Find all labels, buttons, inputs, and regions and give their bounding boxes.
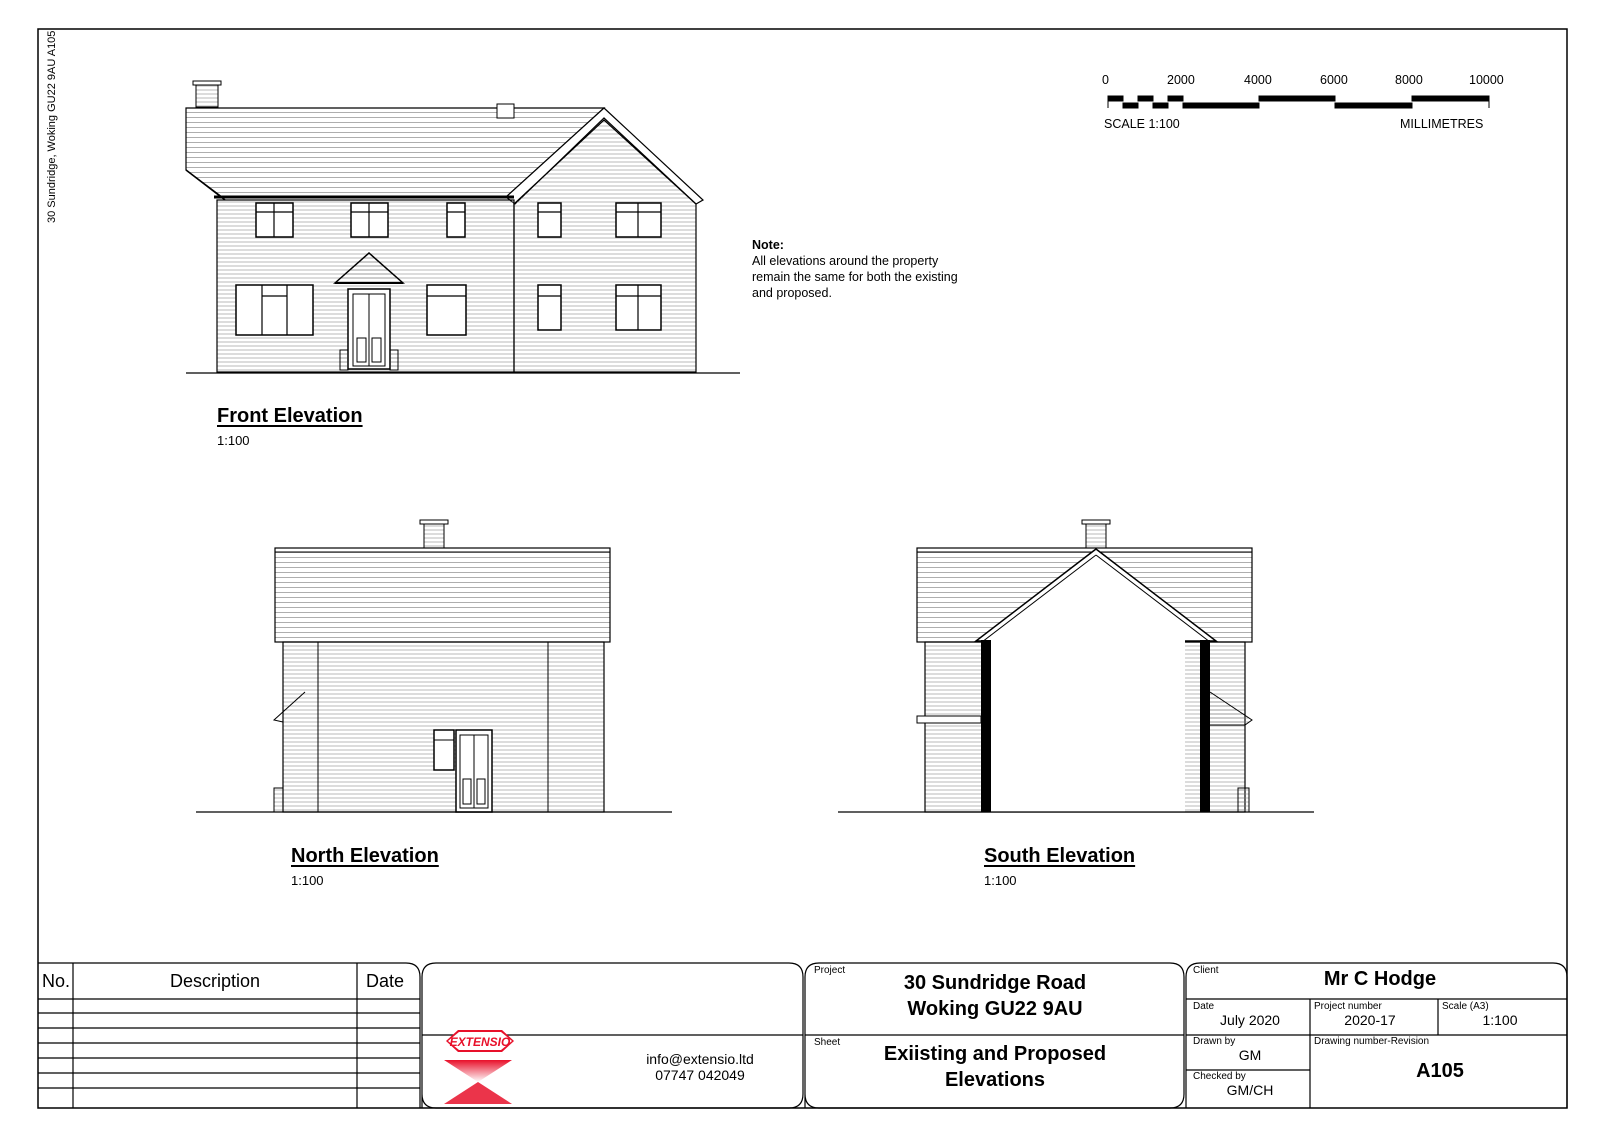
north-elevation-title: North Elevation [291, 845, 439, 867]
scale-tick-10000: 10000 [1469, 73, 1504, 87]
client-name: Mr C Hodge [1323, 968, 1437, 990]
project-line1: 30 Sundridge Road [903, 972, 1087, 994]
scale-a3-value: 1:100 [1482, 1012, 1518, 1028]
drawn-by-value: GM [1238, 1047, 1262, 1063]
project-line2: Woking GU22 9AU [907, 998, 1083, 1020]
note-block [752, 237, 962, 301]
project-number-label: Project number [1314, 1001, 1382, 1012]
scale-a3-label: Scale (A3) [1442, 1001, 1489, 1012]
sheet-label: Sheet [814, 1037, 841, 1048]
front-elevation-drawing [186, 81, 740, 373]
front-elevation-title: Front Elevation [217, 405, 363, 427]
south-elevation-title: South Elevation [984, 845, 1136, 867]
checked-by-value: GM/CH [1226, 1082, 1274, 1098]
sheet-line1: Exiisting and Proposed [883, 1043, 1107, 1065]
scale-tick-8000: 8000 [1395, 73, 1423, 87]
drawing-number-value: A105 [1416, 1060, 1464, 1082]
side-reference-text: 30 Sundridge, Woking GU22 9AU A105 [46, 30, 58, 223]
client-label: Client [1193, 965, 1219, 976]
project-label: Project [814, 965, 846, 976]
scale-bar-graphic [1108, 96, 1489, 108]
south-elevation-drawing [838, 520, 1314, 812]
drawn-by-label: Drawn by [1193, 1036, 1236, 1047]
revision-no-header: No. [42, 971, 71, 991]
project-number-value: 2020-17 [1344, 1012, 1396, 1028]
revision-date-header: Date [366, 971, 405, 991]
scale-label: SCALE 1:100 [1104, 117, 1180, 131]
checked-by-label: Checked by [1193, 1071, 1246, 1082]
units-label: MILLIMETRES [1400, 117, 1484, 131]
company-email: info@extensio.ltd [646, 1051, 754, 1067]
extensio-logo [444, 1030, 514, 1104]
logo-text: EXTENSIO [449, 1035, 511, 1049]
note-heading: Note: [752, 238, 784, 252]
date-label: Date [1193, 1001, 1215, 1012]
note-body: All elevations around the property remain the same for both the existing and proposed. [752, 254, 958, 300]
north-elevation-drawing [196, 520, 672, 812]
scale-tick-0: 0 [1102, 73, 1109, 87]
scale-tick-6000: 6000 [1320, 73, 1348, 87]
drawing-number-label: Drawing number-Revision [1314, 1036, 1430, 1047]
revision-description-header: Description [170, 971, 261, 991]
south-elevation-scale: 1:100 [984, 873, 1017, 888]
scale-tick-2000: 2000 [1167, 73, 1195, 87]
sheet-line2: Elevations [944, 1069, 1046, 1091]
date-value: July 2020 [1220, 1012, 1280, 1028]
north-elevation-scale: 1:100 [291, 873, 324, 888]
company-phone: 07747 042049 [655, 1067, 745, 1083]
scale-tick-4000: 4000 [1244, 73, 1272, 87]
front-elevation-scale: 1:100 [217, 433, 250, 448]
